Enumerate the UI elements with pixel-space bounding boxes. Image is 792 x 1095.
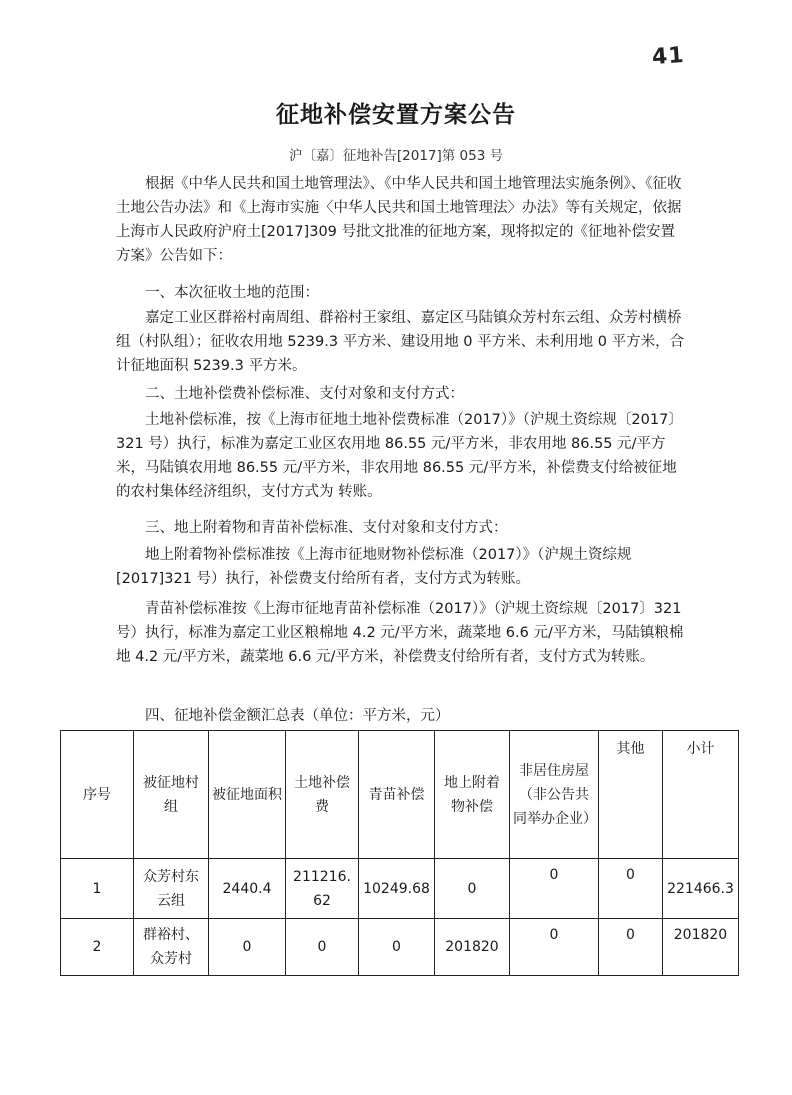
header-cell-land-compensation: 土地补偿费 <box>286 731 359 859</box>
header-cell-village-group: 被征地村组 <box>134 731 209 859</box>
table-cell: 0 <box>599 919 663 976</box>
handwritten-page-number: 41 <box>651 42 686 71</box>
document-number: 沪〔嘉〕征地补告[2017]第 053 号 <box>288 148 504 164</box>
header-cell-other: 其他 <box>599 731 663 859</box>
table-cell: 10249.68 <box>359 859 435 919</box>
intro-paragraph: 根据《中华人民共和国土地管理法》、《中华人民共和国土地管理法实施条例》、《征收土地公告办法》和《上海市实施〈中华人民共和国土地管理法〉办法》等有关规定，依据上海市人民政府沪府土[2017]309 号批文批准的征地方案，现将拟定的《征地补偿安置方案》公告如下： <box>116 176 682 264</box>
section-3-attachment-body: 地上附着物补偿标准按《上海市征地财物补偿标准（2017）》（沪规土资综规[2017]321 号）执行，补偿费支付给所有者，支付方式为转账。 <box>116 547 632 587</box>
table-cell: 1 <box>61 859 134 919</box>
table-cell: 0 <box>599 859 663 919</box>
table-cell: 201820 <box>663 919 739 976</box>
section-1-heading: 一、本次征收土地的范围： <box>145 285 319 301</box>
section-1-body: 嘉定工业区群裕村南周组、群裕村王家组、嘉定区马陆镇众芳村东云组、众芳村横桥组（村队组）；征收农用地 5239.3 平方米、建设用地 0 平方米、未利用地 0 平方米，合计征地面积 5239.3 平方米。 <box>116 310 685 374</box>
section-4-heading: 四、征地补偿金额汇总表（单位：平方米，元） <box>145 708 450 724</box>
table-cell: 211216.62 <box>286 859 359 919</box>
section-2-heading: 二、土地补偿费补偿标准、支付对象和支付方式： <box>145 386 464 402</box>
table-cell: 221466.3 <box>663 859 739 919</box>
table-row <box>61 919 739 976</box>
header-cell-non-residential: 非居住房屋（非公告共同举办企业） <box>510 731 599 859</box>
table-cell: 0 <box>435 859 510 919</box>
table-cell: 0 <box>510 859 599 919</box>
table-cell: 201820 <box>435 919 510 976</box>
header-cell-attachment-compensation: 地上附着物补偿 <box>435 731 510 859</box>
table-cell: 2440.4 <box>209 859 286 919</box>
table-cell: 0 <box>510 919 599 976</box>
table-cell: 众芳村东云组 <box>134 859 209 919</box>
section-2-body: 土地补偿标准，按《上海市征地土地补偿费标准（2017）》（沪规土资综规〔2017〕321 号）执行，标准为嘉定工业区农用地 86.55 元/平方米，非农用地 86.55 元/平方米，马陆镇农用地 86.55 元/平方米，非农用地 86.55 元/平方米，补偿费支付给被征地的农村集体经济组织，支付方式为 转账。 <box>116 412 683 500</box>
header-cell-seq: 序号 <box>61 731 134 859</box>
table-row <box>61 859 739 919</box>
header-cell-area: 被征地面积 <box>209 731 286 859</box>
table-cell: 2 <box>61 919 134 976</box>
table-header-row <box>61 731 739 859</box>
section-3-heading: 三、地上附着物和青苗补偿标准、支付对象和支付方式： <box>145 520 508 536</box>
header-cell-subtotal: 小计 <box>663 731 739 859</box>
table-cell: 0 <box>209 919 286 976</box>
page-title: 征地补偿安置方案公告 <box>276 102 516 128</box>
section-3-crop-body: 青苗补偿标准按《上海市征地青苗补偿标准（2017）》（沪规土资综规〔2017〕321 号）执行，标准为嘉定工业区粮棉地 4.2 元/平方米，蔬菜地 6.6 元/平方米，马陆镇粮棉地 4.2 元/平方米，蔬菜地 6.6 元/平方米，补偿费支付给所有者，支付方式为转账。 <box>116 601 684 665</box>
table-cell: 0 <box>286 919 359 976</box>
compensation-summary-table <box>60 730 739 976</box>
table-cell: 群裕村、众芳村 <box>134 919 209 976</box>
header-cell-crop-compensation: 青苗补偿 <box>359 731 435 859</box>
table-cell: 0 <box>359 919 435 976</box>
